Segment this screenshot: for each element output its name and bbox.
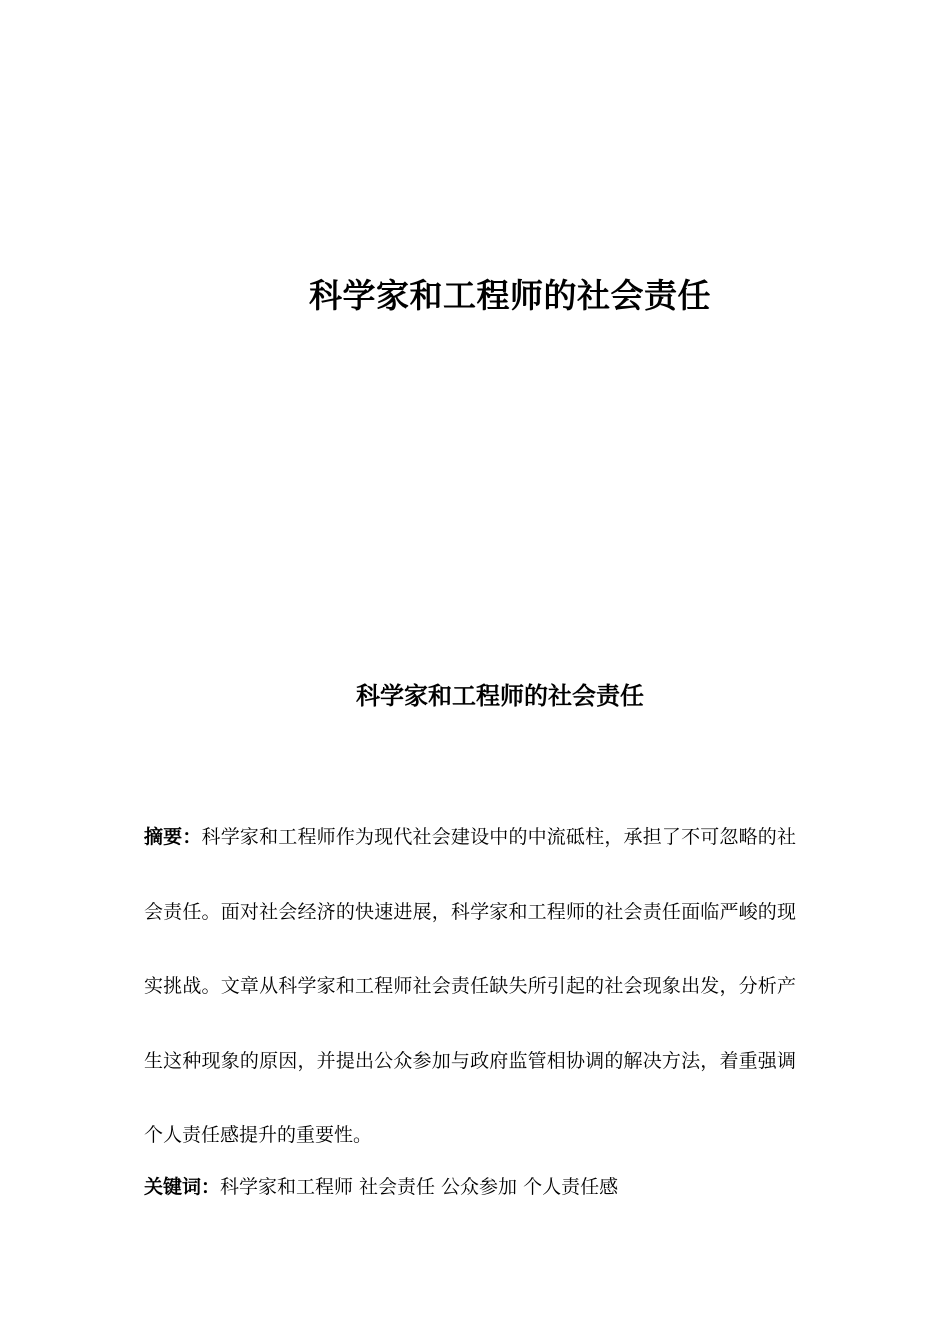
keyword-item: 科学家和工程师 [220, 1176, 354, 1198]
abstract-label: 摘要： [144, 826, 202, 848]
keywords-line [144, 1170, 796, 1204]
keyword-item: 公众参加 [441, 1176, 518, 1198]
abstract-text: 科学家和工程师作为现代社会建设中的中流砥柱，承担了不可忽略的社会责任。面对社会经济的快速进展，科学家和工程师的社会责任面临严峻的现实挑战。文章从科学家和工程师社会责任缺失所引起的社会现象出发，分析产生这种现象的原因，并提出公众参加与政府监管相协调的解决方法，着重强调个人责任感提升的重要性。 [144, 826, 796, 1146]
keywords-label: 关键词： [144, 1176, 221, 1198]
keyword-item: 社会责任 [359, 1176, 436, 1198]
article-title: 科学家和工程师的社会责任 [356, 682, 644, 710]
cover-title: 科学家和工程师的社会责任 [309, 276, 711, 315]
keyword-item: 个人责任感 [523, 1176, 619, 1198]
abstract-paragraph [144, 800, 796, 1173]
